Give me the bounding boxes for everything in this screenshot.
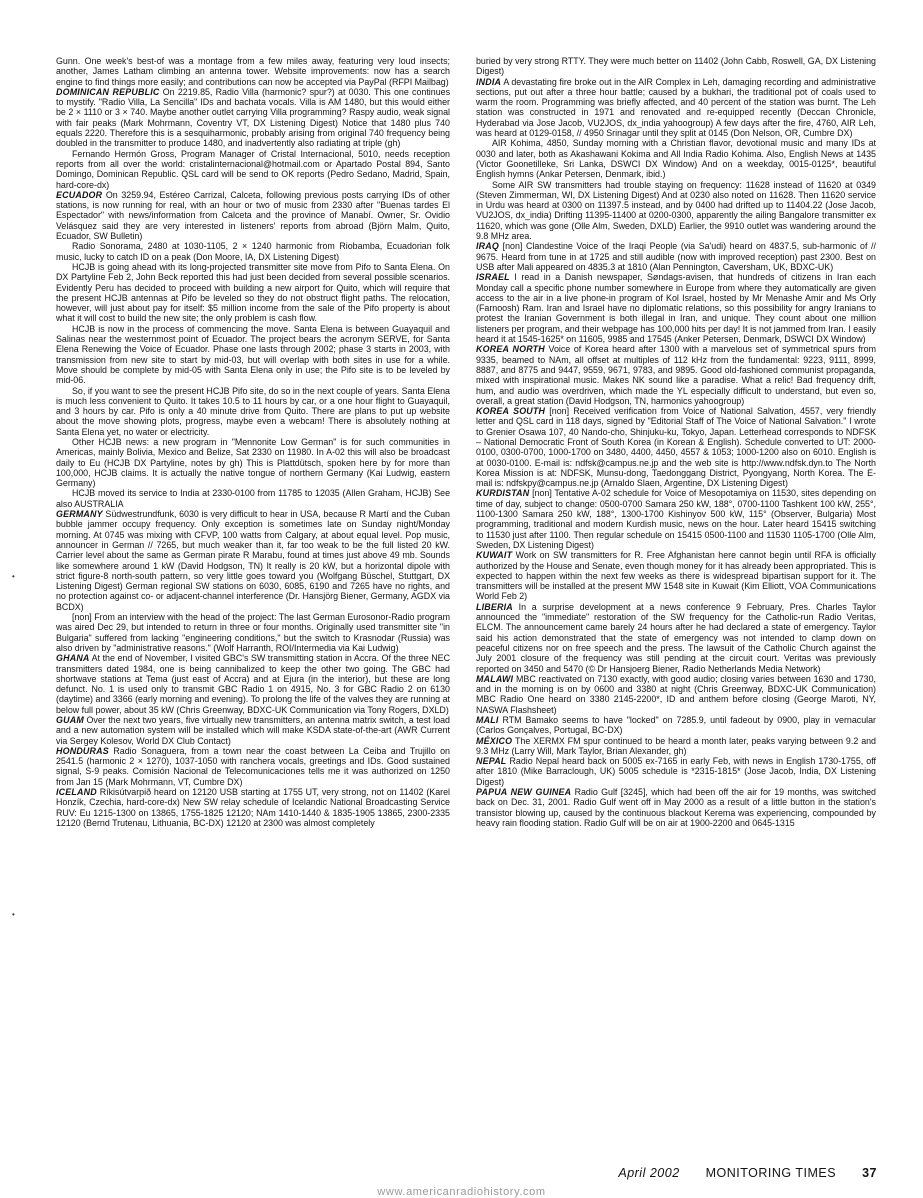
paragraph-text: RTM Bamako seems to have "locked" on 7285.9, until fadeout by 0900, play in vernacular (Carlos Gonçalves, Portugal, BC-DX) [476,715,876,736]
entry-iraq [476,241,876,272]
paragraph-text: Radio Sonaguera, from a town near the coast between La Ceiba and Trujillo on 2541.5 (harmonic 2 × 1270), 1037-1050 with ranchera vocals, greetings and IDs. Good sustained signal, S-9 peaks. Comisión Nacional de Telecomunicaciones tells me it was authorized on 1250 from Jan 15 (Mark Mohrmann, VT, Cumbre DX) [56,745,450,787]
country-heading: HONDURAS [56,745,109,756]
entry-paragraph [476,272,876,344]
paragraph-text: Other HCJB news: a new program in "Mennonite Low German" is for such communities in Americas, mainly Bolivia, Mexico and Belize, Sat 2330 on 11980. In A-02 this will also be broadcast daily to Eu (HCJB DX Partyline, notes by gh) This is Plattdütsch, spoken here by for more than 100,000, HCJB claims. It is actually the native tongue of northern Germany (Kai Ludwig, eastern Germany) [56,436,450,489]
entry-paragraph [56,746,450,787]
entry-paragraph [476,138,876,179]
entry-ghana [56,653,450,715]
country-heading: INDIA [476,76,502,87]
entry-paragraph [56,509,450,612]
entry-paragraph [56,190,450,241]
entry-paragraph [56,262,450,324]
paragraph-text: AIR Kohima, 4850, Sunday morning with a Christian flavor, devotional music and many IDs at 0030 and later, both as Akashawani Kokima and All India Radio Kohima. Also, English News at 1435 (Victor Goonetilleke, Sri Lanka, DSWCI DX Window) And on a weekday, 0015-0125*, beautiful English hymns (Ankar Petersen, Denmark, ibid.) [476,138,876,180]
entry-paragraph [476,756,876,787]
entry-paragraph [56,241,450,262]
paragraph-text: In a surprise development at a news conference 9 February, Pres. Charles Taylor announced the "immediate" restoration of the SW frequency for the Catholic-run Radio Veritas, ELCM. The announcement came barely 24 hours after he had declared a state of emergency. Taylor said his action demonstrated that the state of emergency was not intended to clamp down on peaceful citizens nor on free speech and the press. The lawsuit of the Catholic Church against the July 2001 closure of the frequency was still pending at the circuit court. Veritas was previously reported on 3450 and 5470 (© Dr Hansjoerg Biener, Radio Netherlands Media Network) [476,601,876,674]
entry-paragraph [56,488,450,509]
entry-paragraph [56,386,450,437]
entry-paragraph [476,602,876,674]
country-heading: KURDISTAN [476,488,530,499]
entry-paragraph [476,56,876,77]
paragraph-text: Radio Nepal heard back on 5005 ex-7165 in early Feb, with news in English 1730-1755, off after 1810 (Mike Barraclough, UK) 5005 schedule is *2315-1815* (Jose Jacob, India, DX Listening Digest) [476,756,876,787]
entry-malawi [476,674,876,715]
paragraph-text: Radio Gulf [3245], which had been off the air for 19 months, was switched back on Dec. 31, 2001. Radio Gulf went off in May 2000 as a result of a little button in the station's transistor blowing up, caused by the continuous blackout Kerema was experiencing, compounded by heavy rain flooding station. Radio Gulf will be on air at 1900-2200 and 0645-1315 [476,787,876,828]
entry-paragraph [56,715,450,746]
entry-paragraph [56,56,450,87]
paragraph-text: At the end of November, I visited GBC's SW transmitting station in Accra. Of the three NEC transmitters dated 1984, one is being cannibalized to keep the other two going. The GBC had shortwave stations at Tema (just east of Accra) and at Ejura (in the interior), but these are long defunct. No. 1 is used only to transmit GBC Radio 1 on 4915, No. 3 for GBC Radio 2 on 6130 (daytime) and 3366 (early morning and evening). To prolong the life of the valves they are running at below full power, about 35 kW (Chris Greenway, BDXC-UK Communication via Tony Rogers, DXLD) [56,653,450,715]
paragraph-text: [non] Clandestine Voice of the Iraqi People (via Sa'udi) heard on 4837.5, sub-harmonic of // 9675. Heard from tune in at 1725 and still audible (now with improved reception) past 2300. Best on USB after Mali appeared on 4835.3 at 1810 (Alan Pennington, Caversham, UK, BDXC-UK) [476,241,876,272]
entry-ecuador [56,190,450,509]
entry-paragraph [56,787,450,828]
country-heading: ECUADOR [56,189,103,200]
country-heading: MÉXICO [476,735,513,746]
country-heading: ICELAND [56,787,97,798]
country-heading: LIBERIA [476,601,513,612]
entry-korea-north [476,344,876,406]
paragraph-text: HCJB moved its service to India at 2330-0100 from 11785 to 12035 (Allen Graham, HCJB) See also AUSTRALIA [56,488,450,509]
entry-paragraph [56,87,450,149]
left-column [56,56,450,1142]
paragraph-text: Gunn. One week's best-of was a montage from a few miles away, featuring very loud insects; another, James Latham climbing an antenna tower. Website improvements: now has a search engine to find things more easily; and contributions can now be accepted via PayPal (RFPI Mailbag) [56,56,450,87]
scan-mark: • [12,572,15,581]
entry-nepal [476,756,876,787]
entry-paragraph [56,612,450,653]
country-heading: GUAM [56,715,84,725]
page-footer [618,1166,877,1180]
paragraph-text: Radio Sonorama, 2480 at 1030-1105, 2 × 1240 harmonic from Riobamba, Ecuadorian folk music, lucky to catch ID on a peak (Don Moore, IA, DX Listening Digest) [56,241,450,262]
entry-korea-south [476,406,876,488]
entry-paragraph [56,653,450,715]
source-watermark: www.americanradiohistory.com [377,1186,546,1198]
paragraph-text: I read in a Danish newspaper, Søndags-avisen, that hundreds of citizens in Iran each Monday call a specific phone number somewhere in Europe from where they automatically are given access to the air in a live phone-in program of Kol Israel, hosted by Mr Menashe Amir and Ms Orly (Farnoosh) Ram. Iran and Israel have no diplomatic relations, so this possibility for angry Iranians to protest the Iranian Government is both illegal in Iran, and unique. They count about one million listeners per program, and their webpage has 100,000 hits per day! It is not jammed from Iran. I easily heard it at 1545-1625* on 11605, 9985 and 17545 (Anker Petersen, Denmark, DSWCI DX Window) [476,272,876,345]
publication-name: MONITORING TIMES [705,1166,837,1180]
entry-continued [56,56,450,87]
entry-iceland [56,787,450,828]
entry-liberia [476,602,876,674]
entry-kuwait [476,550,876,601]
entry-paragraph [476,550,876,601]
issue-date: April 2002 [618,1166,680,1180]
entry-mali [476,715,876,736]
country-heading: NEPAL [476,756,507,767]
country-heading: MALI [476,715,499,725]
paragraph-text: Südwestrundfunk, 6030 is very difficult to hear in USA, because R Martí and the Cuban bubble jammer occupy frequency. Only exception is sometimes late on Sunday night/Monday morning. At 0745 was mixing with CFVP, 100 watts from Calgary, at about equal level. Pop music, announcer in German // 7265, but much weaker than it, far too weak to be the full listed 20 kW. Carrier level about the same as German pirate R Marabu, found at times just above 49 mb. Sounds like somewhere around 1 kW (David Hodgson, TN) It really is 20 kW, but a horizontal dipole with strict figure-8 north-south pattern, so very little goes toward you (Wolfgang Büschel, Stuttgart, DX Listening Digest) German regional SW stations on 6030, 6085, 6190 and 7265 have no rights, and no protection against co- or adjacent-channel interference (Dr. Hansjörg Biener, Germany, AGDX via BCDX) [56,509,450,612]
scan-mark: • [12,910,15,919]
paragraph-text: On 2219.85, Radio Villa (harmonic? spur?) at 0030. This one continues to mystify. "Radio Villa, La Sencilla" IDs and bachata vocals. Villa is AM 1480, but this would either be 2 × 1110 or 3 × 740. Maybe another outlet carrying Villa programming? Raspy audio, weak signal with fair peaks (Mark Mohrmann, Coventry VT, DX Listening Digest) Notice that 1480 plus 740 equals 2220. Therefore this is a sesquiharmonic, probably arising from original 740 frequency being doubled in the transmitter to produce 1480, and inadvertently also radiating at triple (gh) [56,86,450,149]
paragraph-text: The XERMX FM spur continued to be heard a month later, peaks varying between 9.2 and 9.3 MHz (Larry Will, Mark Taylor, Brian Alexander, gh) [476,735,876,756]
paragraph-text: buried by very strong RTTY. They were much better on 11402 (John Cabb, Roswell, GA, DX Listening Digest) [476,56,876,77]
country-heading: PAPUA NEW GUINEA [476,787,572,798]
country-heading: GHANA [56,653,90,664]
country-heading: IRAQ [476,241,499,252]
entry-mexico [476,736,876,757]
country-heading: DOMINICAN REPUBLIC [56,86,160,97]
entry-papua-new-guinea [476,787,876,828]
entry-paragraph [476,406,876,488]
paragraph-text: [non] From an interview with the head of the project: The last German Eurosonor-Radio program was aired Dec 29, but intended to return in three or four months. Originally used transmitter site "in Bulgaria" suffered from lacking "engineering conditions," but the switch to Krasnodar (Russia) was also driven by "administrative reasons." (Wolf Harranth, ROI/Intermedia via Kai Ludwig) [56,612,450,653]
country-heading: GERMANY [56,509,103,520]
entry-paragraph [476,77,876,139]
page-number: 37 [862,1166,877,1180]
entry-continued [476,56,876,77]
paragraph-text: [non] Received verification from Voice of National Salvation, 4557, very friendly letter and QSL card in 118 days, signed by "Editorial Staff of The Voice of National Salvation." I wrote to Grenier Osawa 107, 40 Nando-cho, Shinjuku-ku, Tokyo, Japan. Letterhead corresponds to NDFSK – National Democratic Front of South Korea (in Korean & English). Schedule converted to UT: 2000-0100, 0300-0700, 1000-1700 on 3480, 4400, 4450, 4557 & 1053; 1000-1200 also on 6010. English is at 0030-0100. E-mail is: ndfsk@campus.ne.jp and the web site is http://www.ndfsk.dyn.to The North Korea Mission is at: NDFSK, Munsu-dong, Taedonggang District, Pyongyang, North Korea. The E-mail is: ndfskpy@campus.ne.jp (Arnaldo Slaen, Argentine, DX Listening Digest) [476,406,876,489]
country-heading: KOREA NORTH [476,344,545,355]
entry-guam [56,715,450,746]
entry-paragraph [476,344,876,406]
entry-paragraph [476,488,876,550]
paragraph-text: Fernando Hermón Gross, Program Manager of Cristal Internacional, 5010, needs reception reports from all over the world: cristalinternacional@hotmail.com or Apartado Postal 894, Santo Domingo, Dominican Republic. QSL card will be send to OK reports (Pedro Sedano, Madrid, Spain, hard-core-dx) [56,148,450,190]
paragraph-text: A devastating fire broke out in the AIR Complex in Leh, damaging recording and administrative sections, put out after a three hour battle; caused by a bukhari, the traditional pot of coals used to warm the room. Programming was briefly affected, and 40 percent of the station was burnt. The Leh station was constructed in 1971 and renovated and re-equipped recently (Deccan Chronicle, Hyderabad via Jose Jacob, VU2JOS, dx_india yahoogroup) A few days after the fire, 4760, AIR Leh, was heard at 0129-0158, // 4950 Srinagar until they split at 0145 (Don Nelson, OR, Cumbre DX) [476,76,876,139]
entry-paragraph [476,715,876,736]
paragraph-text: Voice of Korea heard after 1300 with a marvelous set of symmetrical spurs from 9335, beamed to NAm, all offset at multiples of 112 kHz from the fundamental: 9223, 9111, 8999, 8887, and 8775 and 9447, 9559, 9671, 9783, and 9895. Good old-fashioned communist propaganda, mixed with inspirational music. Makes NK sound like a paradise. What a relic! Bad frequency drift, hum, and audio was overdriven, which made the YL especially difficult to understand, but even so, overall, a great station (David Hodgson, TN, harmonics yahoogroup) [476,344,876,406]
entry-paragraph [476,736,876,757]
entry-germany [56,509,450,653]
right-column [476,56,876,1142]
paragraph-text: Over the next two years, five virtually new transmitters, an antenna matrix switch, a test load and a new automation system will be installed which will make KSDA state-of-the-art (AWR Current via Sergey Kolesov, World DX Club Contact) [56,715,450,746]
paragraph-text: Work on SW transmitters for R. Free Afghanistan here cannot begin until RFA is officially authorized by the House and Senate, even though money for it has already been appropriated. This is expected to happen within the next few weeks as there is widespread bipartisan support for it. The transmitters will be installed at the present MW 1548 site in Kuwait (Kim Elliott, VOA Communications World Feb 2) [476,550,876,602]
entry-paragraph [476,180,876,242]
entry-israel [476,272,876,344]
entry-kurdistan [476,488,876,550]
paragraph-text: So, if you want to see the present HCJB Pifo site, do so in the next couple of years. Santa Elena is much less convenient to Quito. It takes 10.5 to 11 hours by car, or a one hour flight to Guayaquil, and 3 hours by car. Pifo is only a 40 minute drive from Quito. There are plans to put up website about the move showing plots, progress, maybe even a webcam! There is absolutely nothing at Santa Elena yet, no water or electricity. [56,385,450,437]
country-heading: ISRAEL [476,272,510,283]
paragraph-text: On 3259.94, Estéreo Carrizal, Calceta, following previous posts carrying IDs of other stations, is now running for real, with an hour or two of music from 2330 after "Buenas tardes El Espectador" with news/information from Calceta and the province of Manabí. Owner, Sr. Ovidio Velásquez said they are very interested in listeners' reports from abroad (Björn Malm, Quito, Ecuador, SW Bulletin) [56,189,450,242]
entry-paragraph [476,241,876,272]
paragraph-text: [non] Tentative A-02 schedule for Voice of Mesopotamiya on 11530, sites depending on time of day, subject to change: 0500-0700 Samara 250 kW, 188°, 0700-1100 Tashkent 100 kW, 255°, 1100-1300 Samara 250 kW, 188°, 1300-1700 Kishinyov 500 kW, 115° (Observer, Bulgaria) Most programming, traditional and modern Kurdish music, news on the hour. Later heard 15415 switching to 11530 just after 1100. Then regular schedule on 15415 0500-1100 and 11530 1105-1700 (Olle Alm, Sweden, DX Listening Digest) [476,488,876,550]
country-heading: KUWAIT [476,550,513,561]
paragraph-text: Some AIR SW transmitters had trouble staying on frequency: 11628 instead of 11620 at 0349 (Steven Zimmerman, WI, DX Listening Digest) And at 0230 also noted on 11628. Then 11620 service in Urdu was heard at 0300 on 11397.5 instead, and by 0400 had drifted up to 11404.22 (Jose Jacob, VU2JOS, dx_india) Drifting 11395-11400 at 0200-0300, apparently the ailing Bangalore transmitter ex 11620, which was gone (Olle Alm, Sweden, DXLD) Earlier, the 9910 outlet was wandering around the 9.8 MHz area. [476,179,876,242]
entry-india [476,77,876,242]
paragraph-text: Ríkisútvarpið heard on 12120 USB starting at 1755 UT, very strong, not on 11402 (Karel Honzík, Czechia, hard-core-dx) New SW relay schedule of Icelandic National Broadcasting Service RUV: Eu 1215-1300 on 13865, 1755-1825 12120; NAm 1410-1440 & 1835-1905 13865, 2300-2335 12120 (Bernd Trutenau, Lithuania, BC-DX) 12120 at 2300 was almost completely [56,787,450,828]
entry-paragraph [56,324,450,386]
entry-paragraph [476,787,876,828]
paragraph-text: MBC reactivated on 7130 exactly, with good audio; closing varies between 1630 and 1730, and in the morning is on by 0600 and 3380 at night (Chris Greenway, BDXC-UK Communication) MBC Radio One heard on 3380 2145-2200*, ID and anthem before closing (George Maroti, NY, NASWA Flashsheet) [476,673,876,715]
entry-honduras [56,746,450,787]
country-heading: MALAWI [476,673,514,684]
entry-paragraph [476,674,876,715]
paragraph-text: HCJB is going ahead with its long-projected transmitter site move from Pifo to Santa Elena. On DX Partyline Feb 2, John Beck reported this had just been decided from several possible scenarios. Evidently Peru has decided to proceed with building a new airport for Quito, which will require that the present HCJB antennas at Pifo be leveled so they do not obstruct flight paths. The relocation, however, will just about pay for itself: $5 million income from the sale of the Pifo property is about what it will cost to build the new site; the only problem is cash flow. [56,261,450,324]
entry-paragraph [56,437,450,488]
entry-dominican-republic [56,87,450,190]
country-heading: KOREA SOUTH [476,406,546,417]
paragraph-text: HCJB is now in the process of commencing the move. Santa Elena is between Guayaquil and Salinas near the westernmost point of Ecuador. The project bears the acronym SERVE, for Santa Elena Renewing the Voice of Ecuador. Phase one lasts through 2002; phase 3 starts in 2003, with transmission from new site to start by mid-03, but will overlap with both sites in use for a while. Move should be complete by mid-05 with Santa Elena only in use; the Pifo site is to be leveled by mid-06. [56,323,450,386]
entry-paragraph [56,149,450,190]
